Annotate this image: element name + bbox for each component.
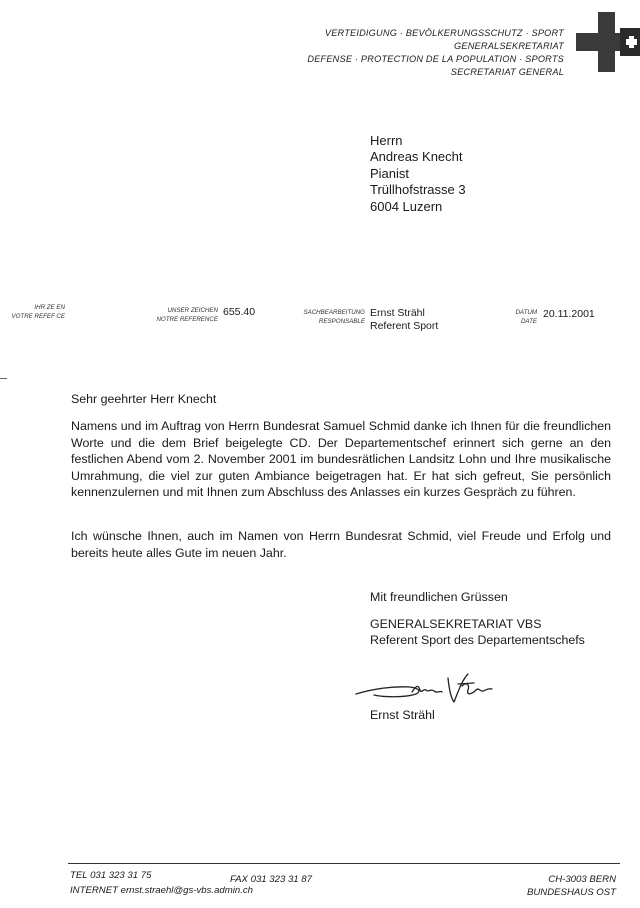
body-paragraph-2: Ich wünsche Ihnen, auch im Namen von Herrn Bundesrat Schmid, viel Freude und Erfolg und bereits heute alles Gute im neuen Jahr. bbox=[71, 529, 611, 560]
footer-building: BUNDESHAUS OST bbox=[526, 886, 616, 898]
footer-fax: FAX 031 323 31 87 bbox=[230, 874, 312, 885]
recipient-address bbox=[370, 133, 466, 215]
sachbearbeitung-value bbox=[370, 307, 438, 332]
recipient-line-1: Herrn bbox=[370, 133, 403, 148]
recipient-line-2: Andreas Knecht bbox=[370, 149, 463, 165]
signature-stroke-2 bbox=[448, 674, 468, 702]
closing-org: GENERALSEKRETARIAT VBS bbox=[370, 617, 542, 631]
unser-zeichen-label: UNSER ZEICHEN NOTRE REFERENCE bbox=[156, 307, 218, 323]
letterhead-line-1: VERTEIDIGUNG · BEVÖLKERUNGSSCHUTZ · SPORT bbox=[324, 28, 564, 38]
responsible-role: Referent Sport bbox=[370, 319, 439, 332]
footer-address bbox=[527, 874, 616, 899]
responsible-name: Ernst Strähl bbox=[370, 307, 425, 319]
closing-role: Referent Sport des Departementschefs bbox=[370, 633, 585, 647]
signer-name: Ernst Strähl bbox=[370, 708, 435, 722]
letterhead bbox=[307, 27, 564, 79]
letterhead-line-3: DEFENSE · PROTECTION DE LA POPULATION · SPORTS bbox=[307, 54, 564, 64]
footer-divider bbox=[68, 863, 620, 864]
closing-greeting: Mit freundlichen Grüssen bbox=[370, 590, 508, 604]
signature-stroke-1 bbox=[356, 687, 419, 697]
ihr-zeichen-label: IHR ZE EN VOTRE REFEF CE bbox=[11, 304, 65, 320]
body-paragraph-1: Namens und im Auftrag von Herrn Bundesrat Samuel Schmid danke ich Ihnen für die freundlichen Worte und die dem Brief beigelegte CD. Der Departementschef erinnert sich gerne an den festlichen Abend vom 2. November 2001 im bundesrätlichen Landsitz Lohn und Ihre musikalische Umrahmung, die viel zur guten Ambiance beigetragen hat. Er hat sich gefreut, Sie persönlich kennenzulernen und mit Ihnen zum Abschluss des Anlasses ein kurzes Gespräch zu führen. bbox=[71, 419, 611, 499]
swiss-cross-logo bbox=[576, 12, 640, 72]
recipient-line-5: 6004 Luzern bbox=[370, 198, 443, 214]
fold-mark bbox=[0, 378, 7, 379]
salutation: Sehr geehrter Herr Knecht bbox=[71, 392, 217, 406]
signature-image bbox=[352, 668, 512, 708]
letterhead-line-2: GENERALSEKRETARIAT bbox=[454, 41, 564, 51]
datum-value: 20.11.2001 bbox=[543, 308, 595, 320]
footer-city: CH-3003 BERN bbox=[548, 874, 616, 885]
datum-label: DATUM DATE bbox=[515, 309, 537, 325]
unser-zeichen-value: 655.40 bbox=[223, 306, 256, 318]
footer-internet: INTERNET ernst.straehl@gs-vbs.admin.ch bbox=[70, 885, 254, 896]
recipient-line-3: Pianist bbox=[370, 165, 410, 181]
letterhead-line-4: SECRETARIAT GENERAL bbox=[450, 67, 564, 77]
sachbearbeitung-label: SACHBEARBEITUNG RESPONSABLE bbox=[303, 309, 365, 325]
footer-tel: TEL 031 323 31 75 bbox=[70, 870, 152, 881]
recipient-line-4: Trüllhofstrasse 3 bbox=[370, 182, 466, 198]
